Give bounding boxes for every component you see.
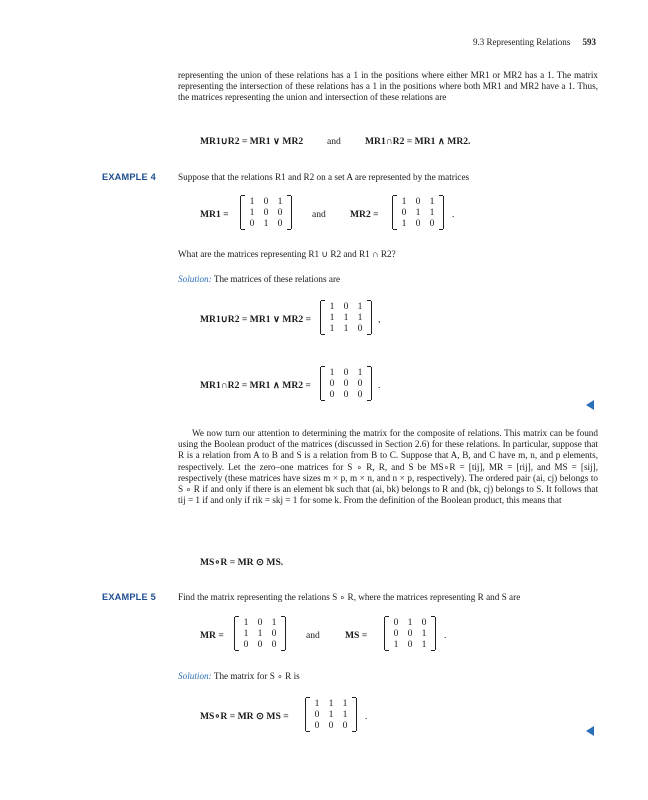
matrix-mr xyxy=(234,617,286,650)
matrix-mr1 xyxy=(240,196,292,229)
matrix-cell: 0 xyxy=(243,639,249,650)
matrix-cell: 0 xyxy=(343,378,349,389)
matrix-cell: 0 xyxy=(393,628,399,639)
matrix-row xyxy=(239,639,281,650)
matrix-table xyxy=(325,367,367,400)
matrix-cell: 1 xyxy=(415,207,421,218)
matrix-cell: 1 xyxy=(407,617,413,628)
matrix-row xyxy=(325,301,367,312)
matrix-cell: 1 xyxy=(429,207,435,218)
union-label: MR1∪R2 = MR1 ∨ MR2 = xyxy=(200,314,312,325)
result-label: MS∘R = MR ⊙ MS = xyxy=(200,711,289,722)
union-equation: MR1∪R2 = MR1 ∨ MR2 xyxy=(200,136,304,147)
matrix-cell: 1 xyxy=(277,196,283,207)
matrix-cell: 1 xyxy=(357,367,363,378)
matrix-cell: 0 xyxy=(421,617,427,628)
matrix-cell: 1 xyxy=(314,698,320,709)
intersection-label: MR1∩R2 = MR1 ∧ MR2 = xyxy=(200,380,311,391)
matrix-cell: 0 xyxy=(342,720,348,731)
matrix-result xyxy=(305,698,357,731)
matrix-ms xyxy=(384,617,436,650)
matrix-row xyxy=(310,698,352,709)
matrix-cell: 0 xyxy=(357,389,363,400)
matrix-row xyxy=(389,617,431,628)
matrix-cell: 0 xyxy=(429,218,435,229)
matrix-table xyxy=(389,617,431,650)
matrix-cell: 0 xyxy=(263,196,269,207)
period: . xyxy=(378,380,381,391)
matrix-cell: 1 xyxy=(249,196,255,207)
matrix-cell: 1 xyxy=(342,698,348,709)
matrix-cell: 1 xyxy=(249,207,255,218)
matrix-row xyxy=(325,389,367,400)
end-of-example-marker xyxy=(586,726,594,736)
matrix-row xyxy=(389,628,431,639)
matrix-cell: 1 xyxy=(401,196,407,207)
example-4-label: EXAMPLE 4 xyxy=(102,172,156,182)
matrix-cell: 1 xyxy=(329,323,335,334)
matrix-cell: 0 xyxy=(257,617,263,628)
matrix-row xyxy=(239,628,281,639)
matrix-cell: 1 xyxy=(329,312,335,323)
matrix-cell: 1 xyxy=(357,312,363,323)
matrix-cell: 0 xyxy=(343,301,349,312)
example-4-question: What are the matrices representing R1 ∪ R2 and R1 ∩ R2? xyxy=(178,249,396,259)
matrix-cell: 0 xyxy=(415,218,421,229)
matrix-cell: 0 xyxy=(328,720,334,731)
section-title: 9.3 Representing Relations xyxy=(473,37,571,47)
period: . xyxy=(365,711,368,722)
matrix-intersection xyxy=(320,367,372,400)
matrix-cell: 1 xyxy=(421,639,427,650)
and-text: and xyxy=(327,136,341,147)
matrix-cell: 0 xyxy=(357,378,363,389)
matrix-row xyxy=(325,312,367,323)
matrix-row xyxy=(245,196,287,207)
matrix-table xyxy=(239,617,281,650)
mr2-label: MR2 = xyxy=(350,209,379,220)
matrix-mr2 xyxy=(392,196,444,229)
matrix-cell: 0 xyxy=(329,378,335,389)
composite-paragraph: We now turn our attention to determining the matrix for the composite of relations. This matrix can be found using the Boolean product of the matrices (discussed in Section 2.6) for these relations. In particular, suppose that R is a relation from A to B and S is a relation from B to C. Suppose that A, B, and C have m, n, and p elements, respectively. Let the zero–one matrices for S ∘ R, R, and S be MS∘R = [tij], MR = [rij], and MS = [sij], respectively (these matrices have sizes m × p, m × n, and n × p, respectively). The ordered pair (ai, cj) belongs to S ∘ R if and only if there is an element bk such that (ai, bk) belongs to R and (bk, cj) belongs to S. It follows that tij = 1 if and only if rik = skj = 1 for some k. From the definition of the Boolean product, this means that xyxy=(178,428,598,506)
matrix-cell: 1 xyxy=(401,218,407,229)
matrix-cell: 0 xyxy=(401,207,407,218)
matrix-cell: 0 xyxy=(407,628,413,639)
matrix-cell: 0 xyxy=(329,389,335,400)
matrix-cell: 0 xyxy=(271,628,277,639)
matrix-cell: 0 xyxy=(249,218,255,229)
matrix-row xyxy=(310,720,352,731)
matrix-cell: 1 xyxy=(328,698,334,709)
matrix-cell: 1 xyxy=(343,323,349,334)
matrix-cell: 1 xyxy=(329,367,335,378)
end-of-example-marker xyxy=(586,400,594,410)
mr1-label: MR1 = xyxy=(200,209,229,220)
matrix-cell: 1 xyxy=(342,709,348,720)
period: . xyxy=(444,630,447,641)
solution-label: Solution: xyxy=(178,671,212,681)
matrix-cell: 0 xyxy=(271,639,277,650)
matrix-row xyxy=(397,196,439,207)
matrix-row xyxy=(245,218,287,229)
matrix-cell: 0 xyxy=(277,218,283,229)
matrix-row xyxy=(310,709,352,720)
matrix-cell: 0 xyxy=(263,207,269,218)
matrix-cell: 0 xyxy=(357,323,363,334)
intersection-equation: MR1∩R2 = MR1 ∧ MR2. xyxy=(365,136,471,147)
matrix-cell: 1 xyxy=(243,628,249,639)
matrix-cell: 0 xyxy=(415,196,421,207)
mr-label: MR = xyxy=(200,630,224,641)
matrix-row xyxy=(245,207,287,218)
matrix-table xyxy=(325,301,367,334)
matrix-cell: 1 xyxy=(243,617,249,628)
composite-equation: MS∘R = MR ⊙ MS. xyxy=(200,557,284,568)
matrix-row xyxy=(239,617,281,628)
matrix-cell: 0 xyxy=(314,709,320,720)
matrix-table xyxy=(245,196,287,229)
intro-paragraph: representing the union of these relations has a 1 in the positions where either MR1 or MR2 has a 1. The matrix representing the intersection of these relations has a 1 in the positions where both MR1 and MR2 have a 1. Thus, the matrices representing the union and intersection of these relations are xyxy=(178,70,598,103)
matrix-cell: 1 xyxy=(343,312,349,323)
matrix-cell: 0 xyxy=(343,389,349,400)
matrix-cell: 1 xyxy=(393,639,399,650)
matrix-cell: 1 xyxy=(328,709,334,720)
comma: , xyxy=(378,314,381,325)
matrix-table xyxy=(397,196,439,229)
matrix-cell: 0 xyxy=(314,720,320,731)
matrix-cell: 1 xyxy=(429,196,435,207)
matrix-row xyxy=(397,218,439,229)
matrix-table xyxy=(310,698,352,731)
solution-text: The matrix for S ∘ R is xyxy=(213,671,300,681)
solution-text: The matrices of these relations are xyxy=(213,274,341,284)
matrix-cell: 1 xyxy=(329,301,335,312)
matrix-row xyxy=(325,323,367,334)
matrix-cell: 0 xyxy=(257,639,263,650)
matrix-cell: 0 xyxy=(343,367,349,378)
ms-label: MS = xyxy=(345,630,368,641)
matrix-cell: 0 xyxy=(277,207,283,218)
period: . xyxy=(452,209,455,220)
and-text: and xyxy=(306,630,320,641)
running-header xyxy=(473,37,596,47)
matrix-union xyxy=(320,301,372,334)
example-5-text: Find the matrix representing the relations S ∘ R, where the matrices representing R and S are xyxy=(178,592,521,602)
matrix-cell: 1 xyxy=(357,301,363,312)
matrix-cell: 1 xyxy=(271,617,277,628)
and-text: and xyxy=(312,209,326,220)
solution-label: Solution: xyxy=(178,274,212,284)
page-number: 593 xyxy=(582,37,596,47)
matrix-row xyxy=(325,367,367,378)
example-4-text: Suppose that the relations R1 and R2 on a set A are represented by the matrices xyxy=(178,172,470,182)
example-5-solution xyxy=(178,671,300,682)
matrix-cell: 1 xyxy=(257,628,263,639)
matrix-row xyxy=(397,207,439,218)
matrix-cell: 1 xyxy=(263,218,269,229)
matrix-row xyxy=(325,378,367,389)
matrix-cell: 1 xyxy=(421,628,427,639)
example-5-label: EXAMPLE 5 xyxy=(102,592,156,602)
matrix-cell: 0 xyxy=(407,639,413,650)
example-4-solution xyxy=(178,274,340,284)
matrix-row xyxy=(389,639,431,650)
matrix-cell: 0 xyxy=(393,617,399,628)
